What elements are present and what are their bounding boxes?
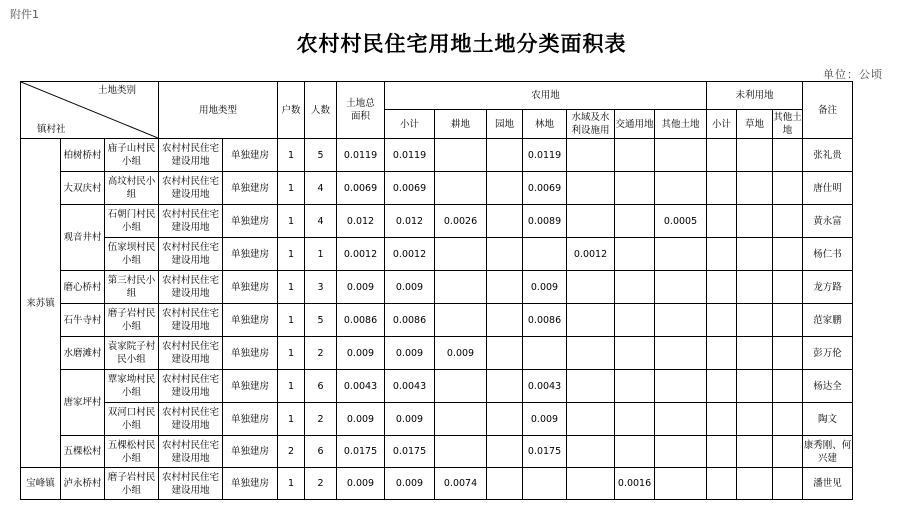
header-subtotal: 小计: [385, 110, 435, 139]
usub-cell: [707, 304, 737, 337]
remark-cell: 唐仕明: [803, 172, 853, 205]
village-cell: 水磨滩村: [61, 337, 105, 370]
water-cell: [567, 205, 615, 238]
forest-cell: 0.0119: [523, 139, 567, 172]
header-traffic: 交通用地: [615, 110, 655, 139]
farm-cell: [435, 238, 487, 271]
group-cell: 五棵松村民小组: [105, 436, 159, 468]
table-row: [21, 403, 853, 436]
forest-cell: 0.0043: [523, 370, 567, 403]
other-cell: [655, 271, 707, 304]
usub-cell: [707, 172, 737, 205]
garden-cell: [487, 205, 523, 238]
header-land-category: 土地类别: [97, 85, 136, 96]
header-land-type: 用地类型: [159, 82, 278, 139]
uother-cell: [773, 370, 803, 403]
table-row: [21, 238, 853, 271]
farm-cell: 0.0074: [435, 468, 487, 500]
hh-cell: 1: [278, 337, 305, 370]
forest-cell: [523, 468, 567, 500]
farm-cell: 0.009: [435, 337, 487, 370]
land-type-cell: 农村村民住宅建设用地: [159, 304, 223, 337]
garden-cell: [487, 271, 523, 304]
village-cell: 泸永桥村: [61, 468, 105, 500]
sub-cell: 0.0175: [385, 436, 435, 468]
land-type-cell: 农村村民住宅建设用地: [159, 337, 223, 370]
build-type-cell: 单独建房: [223, 304, 278, 337]
sub-cell: 0.0043: [385, 370, 435, 403]
hh-cell: 1: [278, 205, 305, 238]
usub-cell: [707, 271, 737, 304]
remark-cell: 龙方路: [803, 271, 853, 304]
remark-cell: 杨仁书: [803, 238, 853, 271]
village-cell: 柏树桥村: [61, 139, 105, 172]
annex-label: 附件1: [10, 8, 39, 21]
remark-cell: 黄永富: [803, 205, 853, 238]
village-cell: 大双庆村: [61, 172, 105, 205]
group-cell: 袁家院子村民小组: [105, 337, 159, 370]
usub-cell: [707, 370, 737, 403]
town-cell: 宝峰镇: [21, 468, 61, 500]
garden-cell: [487, 436, 523, 468]
water-cell: [567, 337, 615, 370]
grass-cell: [737, 304, 773, 337]
sub-cell: 0.009: [385, 271, 435, 304]
land-type-cell: 农村村民住宅建设用地: [159, 205, 223, 238]
pp-cell: 2: [305, 337, 337, 370]
garden-cell: [487, 172, 523, 205]
sub-cell: 0.0069: [385, 172, 435, 205]
header-garden: 园地: [487, 110, 523, 139]
table-body: [21, 139, 853, 500]
uother-cell: [773, 238, 803, 271]
other-cell: [655, 468, 707, 500]
header-households: 户数: [278, 82, 305, 139]
grass-cell: [737, 205, 773, 238]
traffic-cell: [615, 238, 655, 271]
usub-cell: [707, 468, 737, 500]
grass-cell: [737, 172, 773, 205]
water-cell: [567, 271, 615, 304]
garden-cell: [487, 139, 523, 172]
pp-cell: 4: [305, 172, 337, 205]
uother-cell: [773, 304, 803, 337]
total-cell: 0.009: [337, 337, 385, 370]
hh-cell: 1: [278, 139, 305, 172]
header-forest: 林地: [523, 110, 567, 139]
land-type-cell: 农村村民住宅建设用地: [159, 172, 223, 205]
unit-label: 单位：公顷: [823, 68, 883, 81]
water-cell: [567, 403, 615, 436]
total-cell: 0.0175: [337, 436, 385, 468]
sub-cell: 0.0119: [385, 139, 435, 172]
build-type-cell: 单独建房: [223, 139, 278, 172]
village-cell: 唐家坪村: [61, 370, 105, 436]
grass-cell: [737, 337, 773, 370]
total-cell: 0.012: [337, 205, 385, 238]
other-cell: 0.0005: [655, 205, 707, 238]
sub-cell: 0.009: [385, 468, 435, 500]
header-remark: 备注: [803, 82, 853, 139]
header-unused: 未利用地: [707, 82, 803, 110]
pp-cell: 4: [305, 205, 337, 238]
table-row: [21, 337, 853, 370]
table-row: [21, 370, 853, 403]
build-type-cell: 单独建房: [223, 436, 278, 468]
build-type-cell: 单独建房: [223, 172, 278, 205]
table-row: [21, 139, 853, 172]
other-cell: [655, 304, 707, 337]
group-cell: 磨子岩村民小组: [105, 468, 159, 500]
garden-cell: [487, 468, 523, 500]
hh-cell: 1: [278, 172, 305, 205]
usub-cell: [707, 403, 737, 436]
traffic-cell: [615, 304, 655, 337]
village-cell: 石牛寺村: [61, 304, 105, 337]
table-row: [21, 468, 853, 500]
farm-cell: [435, 172, 487, 205]
remark-cell: 杨达全: [803, 370, 853, 403]
table-row: [21, 205, 853, 238]
grass-cell: [737, 468, 773, 500]
land-type-cell: 农村村民住宅建设用地: [159, 238, 223, 271]
header-town-village: 镇村社: [37, 124, 66, 135]
other-cell: [655, 370, 707, 403]
header-grass: 草地: [737, 110, 773, 139]
garden-cell: [487, 403, 523, 436]
total-cell: 0.0119: [337, 139, 385, 172]
remark-cell: 彭万伦: [803, 337, 853, 370]
table-row: [21, 172, 853, 205]
traffic-cell: [615, 172, 655, 205]
uother-cell: [773, 468, 803, 500]
land-type-cell: 农村村民住宅建设用地: [159, 403, 223, 436]
farm-cell: [435, 370, 487, 403]
pp-cell: 5: [305, 139, 337, 172]
land-type-cell: 农村村民住宅建设用地: [159, 370, 223, 403]
remark-cell: 潘世见: [803, 468, 853, 500]
traffic-cell: [615, 139, 655, 172]
total-cell: 0.009: [337, 468, 385, 500]
garden-cell: [487, 238, 523, 271]
header-agri: 农用地: [385, 82, 707, 110]
uother-cell: [773, 271, 803, 304]
farm-cell: [435, 271, 487, 304]
garden-cell: [487, 370, 523, 403]
sub-cell: 0.0012: [385, 238, 435, 271]
total-cell: 0.0069: [337, 172, 385, 205]
usub-cell: [707, 205, 737, 238]
group-cell: 第三村民小组: [105, 271, 159, 304]
remark-cell: 康秀刚、何兴建: [803, 436, 853, 468]
uother-cell: [773, 403, 803, 436]
forest-cell: 0.0069: [523, 172, 567, 205]
grass-cell: [737, 403, 773, 436]
page-title: 农村村民住宅用地土地分类面积表: [296, 31, 627, 56]
farm-cell: 0.0026: [435, 205, 487, 238]
remark-cell: 陶文: [803, 403, 853, 436]
usub-cell: [707, 238, 737, 271]
forest-cell: 0.009: [523, 403, 567, 436]
group-cell: 庙子山村民小组: [105, 139, 159, 172]
forest-cell: 0.0086: [523, 304, 567, 337]
sub-cell: 0.0086: [385, 304, 435, 337]
land-type-cell: 农村村民住宅建设用地: [159, 436, 223, 468]
remark-cell: 范家鹏: [803, 304, 853, 337]
land-type-cell: 农村村民住宅建设用地: [159, 271, 223, 304]
traffic-cell: [615, 205, 655, 238]
grass-cell: [737, 238, 773, 271]
hh-cell: 1: [278, 403, 305, 436]
group-cell: 高坟村民小组: [105, 172, 159, 205]
hh-cell: 1: [278, 238, 305, 271]
water-cell: [567, 370, 615, 403]
build-type-cell: 单独建房: [223, 271, 278, 304]
header-unused-subtotal: 小计: [707, 110, 737, 139]
header-farmland: 耕地: [435, 110, 487, 139]
uother-cell: [773, 172, 803, 205]
total-cell: 0.0012: [337, 238, 385, 271]
group-cell: 石朝门村民小组: [105, 205, 159, 238]
other-cell: [655, 238, 707, 271]
land-type-cell: 农村村民住宅建设用地: [159, 139, 223, 172]
grass-cell: [737, 370, 773, 403]
other-cell: [655, 337, 707, 370]
water-cell: [567, 139, 615, 172]
hh-cell: 2: [278, 436, 305, 468]
traffic-cell: [615, 337, 655, 370]
uother-cell: [773, 436, 803, 468]
town-cell: 来苏镇: [21, 139, 61, 468]
traffic-cell: 0.0016: [615, 468, 655, 500]
forest-cell: [523, 337, 567, 370]
village-cell: 五棵松村: [61, 436, 105, 468]
build-type-cell: 单独建房: [223, 468, 278, 500]
build-type-cell: 单独建房: [223, 370, 278, 403]
build-type-cell: 单独建房: [223, 403, 278, 436]
table-row: [21, 271, 853, 304]
farm-cell: [435, 304, 487, 337]
pp-cell: 2: [305, 403, 337, 436]
uother-cell: [773, 337, 803, 370]
total-cell: 0.0086: [337, 304, 385, 337]
remark-cell: 张礼贵: [803, 139, 853, 172]
total-cell: 0.0043: [337, 370, 385, 403]
garden-cell: [487, 304, 523, 337]
village-cell: 磨心桥村: [61, 271, 105, 304]
usub-cell: [707, 436, 737, 468]
usub-cell: [707, 139, 737, 172]
land-area-table: [20, 81, 853, 500]
group-cell: 双河口村民小组: [105, 403, 159, 436]
header-other: 其他土地: [655, 110, 707, 139]
forest-cell: 0.0089: [523, 205, 567, 238]
forest-cell: 0.0175: [523, 436, 567, 468]
pp-cell: 3: [305, 271, 337, 304]
sub-cell: 0.009: [385, 403, 435, 436]
traffic-cell: [615, 271, 655, 304]
total-cell: 0.009: [337, 403, 385, 436]
pp-cell: 6: [305, 436, 337, 468]
village-cell: 观音井村: [61, 205, 105, 271]
group-cell: 伍家坝村民小组: [105, 238, 159, 271]
water-cell: [567, 172, 615, 205]
group-cell: 覃家坳村民小组: [105, 370, 159, 403]
other-cell: [655, 172, 707, 205]
other-cell: [655, 403, 707, 436]
group-cell: 磨子岩村民小组: [105, 304, 159, 337]
uother-cell: [773, 205, 803, 238]
grass-cell: [737, 139, 773, 172]
land-type-cell: 农村村民住宅建设用地: [159, 468, 223, 500]
farm-cell: [435, 436, 487, 468]
water-cell: [567, 304, 615, 337]
header-total-area: 土地总面积: [337, 82, 385, 139]
hh-cell: 1: [278, 370, 305, 403]
build-type-cell: 单独建房: [223, 337, 278, 370]
farm-cell: [435, 139, 487, 172]
forest-cell: 0.009: [523, 271, 567, 304]
pp-cell: 5: [305, 304, 337, 337]
water-cell: [567, 436, 615, 468]
grass-cell: [737, 436, 773, 468]
traffic-cell: [615, 403, 655, 436]
traffic-cell: [615, 436, 655, 468]
pp-cell: 1: [305, 238, 337, 271]
table-row: [21, 304, 853, 337]
other-cell: [655, 139, 707, 172]
header-people: 人数: [305, 82, 337, 139]
usub-cell: [707, 337, 737, 370]
water-cell: [567, 468, 615, 500]
build-type-cell: 单独建房: [223, 238, 278, 271]
hh-cell: 1: [278, 468, 305, 500]
header-water: 水域及水利设施用: [567, 110, 615, 139]
farm-cell: [435, 403, 487, 436]
table-row: [21, 436, 853, 468]
header-diagonal-cell: [21, 82, 159, 139]
traffic-cell: [615, 370, 655, 403]
sub-cell: 0.009: [385, 337, 435, 370]
hh-cell: 1: [278, 304, 305, 337]
water-cell: 0.0012: [567, 238, 615, 271]
header-unused-other: 其他土地: [773, 110, 803, 139]
grass-cell: [737, 271, 773, 304]
pp-cell: 6: [305, 370, 337, 403]
total-cell: 0.009: [337, 271, 385, 304]
uother-cell: [773, 139, 803, 172]
hh-cell: 1: [278, 271, 305, 304]
pp-cell: 2: [305, 468, 337, 500]
garden-cell: [487, 337, 523, 370]
build-type-cell: 单独建房: [223, 205, 278, 238]
forest-cell: [523, 238, 567, 271]
other-cell: [655, 436, 707, 468]
sub-cell: 0.012: [385, 205, 435, 238]
